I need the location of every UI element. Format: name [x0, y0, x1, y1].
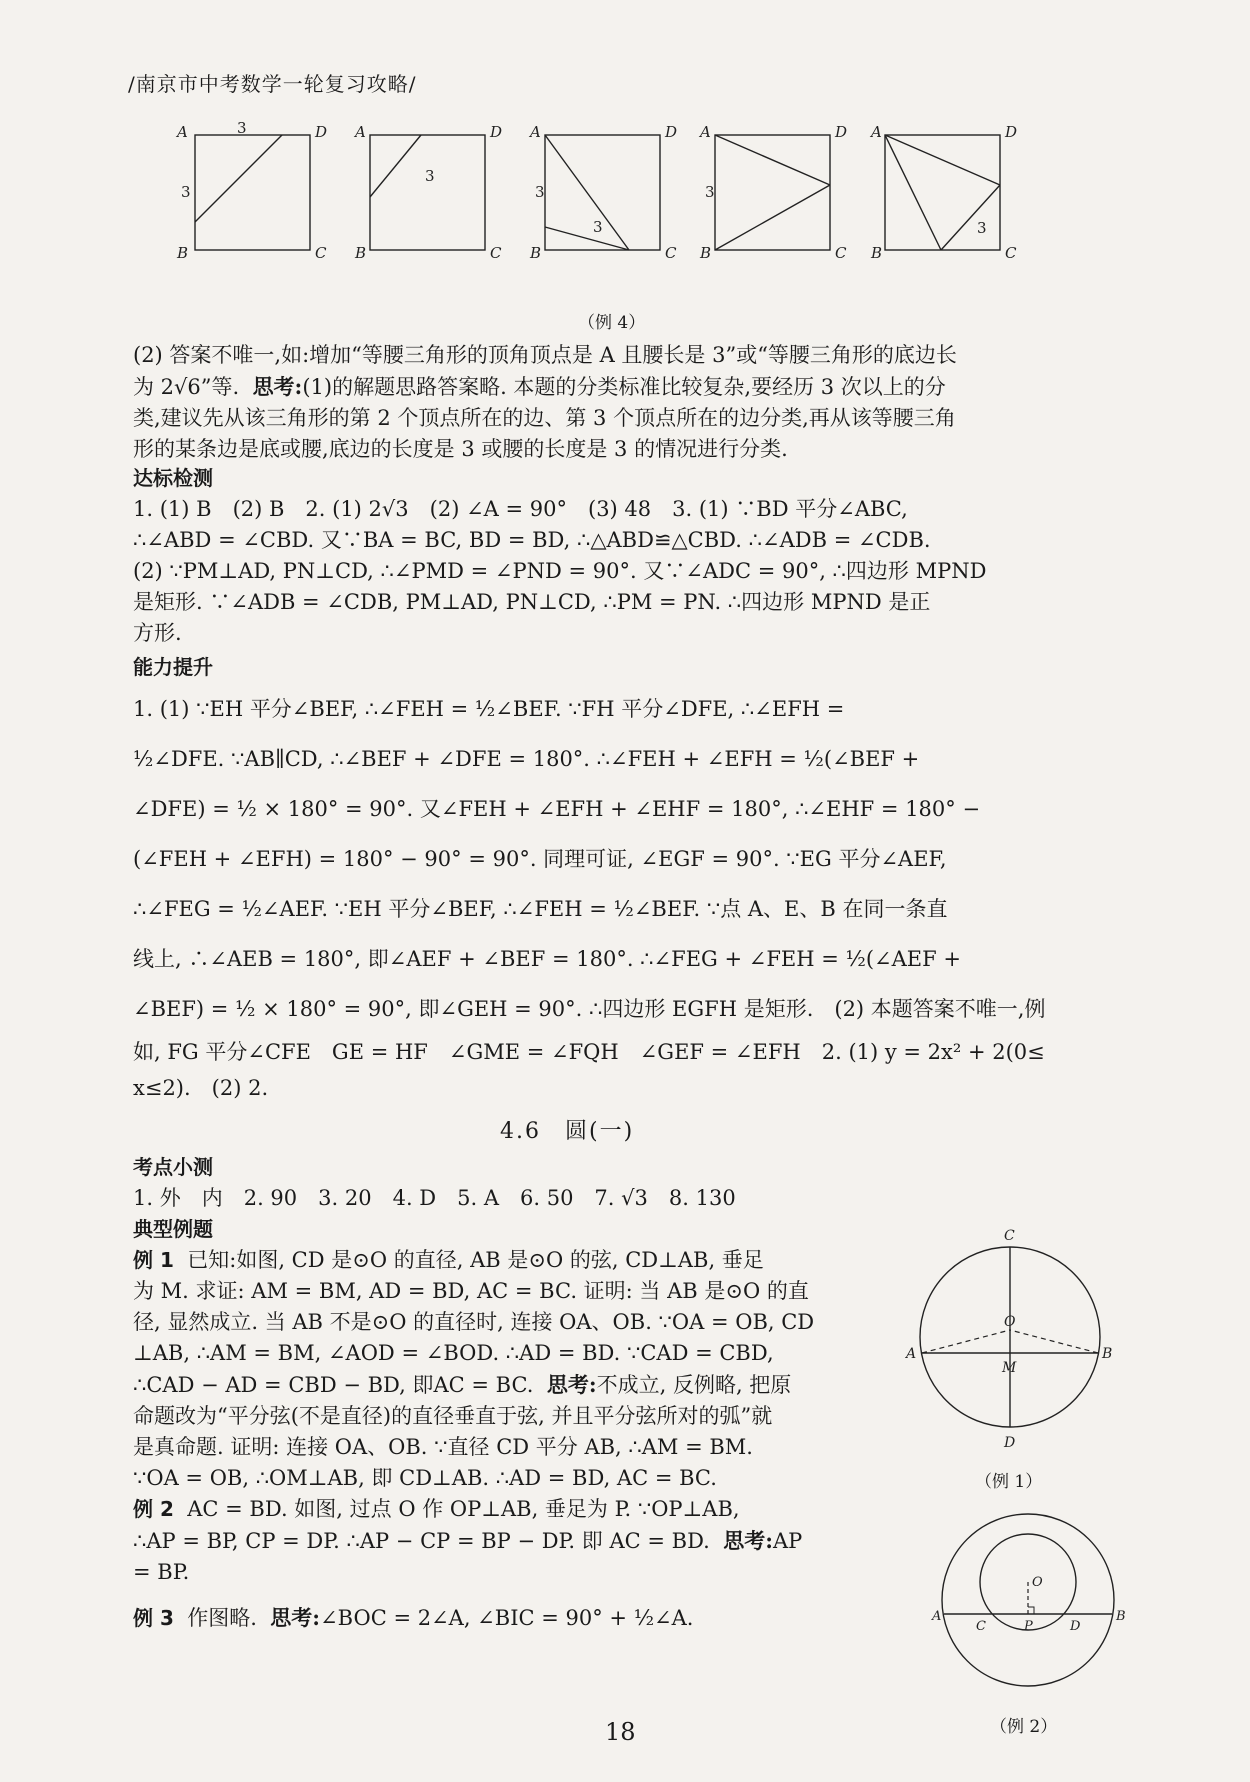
section-title: 4.6 圆(一) — [500, 1119, 635, 1144]
label: C — [490, 244, 502, 262]
label-3: 3 — [181, 183, 191, 201]
text-line: 1. (1) ∵EH 平分∠BEF, ∴∠FEH = ½∠BEF. ∵FH 平分∠DFE, ∴∠EFH = — [133, 697, 845, 721]
text-line: ∴∠ABD = ∠CBD. 又∵BA = BC, BD = BD, ∴△ABD≌△CBD. ∴∠ADB = ∠CDB. — [133, 528, 931, 552]
section-heading: 能力提升 — [133, 655, 213, 679]
label-3: 3 — [593, 218, 603, 236]
label: C — [835, 244, 847, 262]
running-header: /南京市中考数学一轮复习攻略/ — [128, 72, 417, 96]
label: B — [871, 244, 883, 262]
text-line: ∠DFE) = ½ × 180° = 90°. 又∠FEH + ∠EFH + ∠EHF = 180°, ∴∠EHF = 180° − — [133, 797, 981, 821]
label-3: 3 — [977, 219, 987, 237]
label: M — [1002, 1360, 1017, 1376]
label: C — [976, 1619, 986, 1634]
page-number: 18 — [605, 1718, 636, 1746]
example2-caption: （例 2） — [990, 1717, 1058, 1737]
label: A — [906, 1346, 917, 1362]
label: A — [355, 123, 366, 141]
text-line: ∵OA = OB, ∴OM⊥AB, 即 CD⊥AB. ∴AD = BD, AC = BC. — [133, 1466, 717, 1490]
label: B — [530, 244, 542, 262]
text-line: 线上, ∴∠AEB = 180°, 即∠AEF + ∠BEF = 180°. ∴∠FEG + ∠FEH = ½(∠AEF + — [133, 947, 961, 971]
label: O — [1004, 1314, 1016, 1330]
text-line: 方形. — [133, 621, 182, 645]
dabiao-section — [133, 463, 1123, 649]
label: O — [1032, 1575, 1043, 1590]
label: B — [177, 244, 189, 262]
think-label: 思考: — [723, 1528, 773, 1553]
example-label: 例 2 — [133, 1497, 174, 1521]
segment-2 — [370, 135, 421, 197]
label-3: 3 — [425, 167, 435, 185]
label: B — [355, 244, 367, 262]
segment-3b — [545, 227, 629, 250]
text-line: 是真命题. 证明: 连接 OA、OB. ∵直径 CD 平分 AB, ∴AM = BM. — [133, 1435, 753, 1459]
label: P — [1024, 1619, 1033, 1634]
text-line: 为 M. 求证: AM = BM, AD = BD, AC = BC. 证明: 当 AB 是⊙O 的直 — [133, 1279, 809, 1303]
text-line: 形的某条边是底或腰,底边的长度是 3 或腰的长度是 3 的情况进行分类. — [133, 437, 788, 461]
section-heading: 典型例题 — [133, 1217, 213, 1241]
text-line: ∴AP = BP, CP = DP. ∴AP − CP = BP − DP. 即 AC = BD. 思考:AP — [133, 1528, 803, 1553]
text-line: ∴∠FEG = ½∠AEF. ∵EH 平分∠BEF, ∴∠FEH = ½∠BEF. ∵点 A、E、B 在同一条直 — [133, 897, 948, 921]
text-line: 如, FG 平分∠CFE GE = HF ∠GME = ∠FQH ∠GEF = ∠EFH 2. (1) y = 2x² + 2(0≤ — [133, 1040, 1045, 1064]
nengli-section — [133, 650, 1123, 1106]
text-line: ⊥AB, ∴AM = BM, ∠AOD = ∠BOD. ∴AD = BD. ∵CAD = CBD, — [133, 1341, 774, 1365]
text-line: 为 2√6”等. 思考:(1)的解题思路答案略. 本题的分类标准比较复杂,要经历 3 次以上的分 — [133, 374, 946, 399]
segment-1 — [195, 135, 282, 222]
label: C — [1004, 1228, 1015, 1244]
text-line: (2) ∵PM⊥AD, PN⊥CD, ∴∠PMD = ∠PND = 90°. 又∵∠ADC = 90°, ∴四边形 MPND — [133, 559, 987, 583]
label-3: 3 — [237, 119, 247, 137]
square-2 — [370, 135, 485, 250]
label-3: 3 — [535, 183, 545, 201]
example1-caption: （例 1） — [975, 1472, 1043, 1492]
text-line: 径, 显然成立. 当 AB 不是⊙O 的直径时, 连接 OA、OB. ∵OA = OB, CD — [133, 1310, 815, 1334]
example1-figure — [906, 1222, 1113, 1462]
right-angle-mark — [1028, 1607, 1034, 1614]
label: B — [1116, 1609, 1126, 1624]
segment-4a — [715, 135, 830, 185]
text-line: 是矩形. ∵∠ADB = ∠CDB, PM⊥AD, PN⊥CD, ∴PM = PN. ∴四边形 MPND 是正 — [133, 590, 931, 614]
text-line: ∴CAD − AD = CBD − BD, 即AC = BC. 思考:不成立, 反例略, 把原 — [133, 1372, 792, 1397]
text-line: 例 2 AC = BD. 如图, 过点 O 作 OP⊥AB, 垂足为 P. ∵OP⊥AB, — [133, 1497, 740, 1521]
example4-figure — [177, 119, 1065, 295]
text-line: ∠BEF) = ½ × 180° = 90°, 即∠GEH = 90°. ∴四边形 EGFH 是矩形. (2) 本题答案不唯一,例 — [133, 997, 1046, 1021]
segment-5c — [941, 185, 1000, 250]
segment-3a — [545, 135, 629, 250]
label: D — [665, 123, 678, 141]
label: A — [871, 123, 882, 141]
label: D — [1070, 1619, 1081, 1634]
example4-part2 — [133, 340, 1123, 465]
label: D — [1005, 123, 1018, 141]
label: C — [315, 244, 327, 262]
label: C — [665, 244, 677, 262]
label: A — [700, 123, 711, 141]
think-label: 思考: — [546, 1372, 597, 1397]
label: D — [835, 123, 848, 141]
text-line: 1. 外 内 2. 90 3. 20 4. D 5. A 6. 50 7. √3 8. 130 — [133, 1186, 736, 1210]
segment-ob — [1010, 1330, 1098, 1353]
square-1 — [195, 135, 310, 250]
think-label: 思考: — [270, 1605, 321, 1630]
segment-oa — [922, 1330, 1010, 1353]
text-line: 例 1 已知:如图, CD 是⊙O 的直径, AB 是⊙O 的弦, CD⊥AB, 垂足 — [133, 1248, 764, 1272]
label: B — [1102, 1346, 1113, 1362]
text-line: ½∠DFE. ∵AB∥CD, ∴∠BEF + ∠DFE = 180°. ∴∠FEH + ∠EFH = ½(∠BEF + — [133, 747, 920, 771]
text-line: (2) 答案不唯一,如:增加“等腰三角形的顶角顶点是 A 且腰长是 3”或“等腰三角形的底边长 — [133, 343, 957, 367]
square-4 — [715, 135, 830, 250]
example2-figure — [932, 1490, 1130, 1710]
text-line: (∠FEH + ∠EFH) = 180° − 90° = 90°. 同理可证, ∠EGF = 90°. ∵EG 平分∠AEF, — [133, 847, 947, 871]
segment-4b — [715, 185, 830, 250]
label: D — [1004, 1435, 1016, 1451]
text-line: 1. (1) B (2) B 2. (1) 2√3 (2) ∠A = 90° (3) 48 3. (1) ∵BD 平分∠ABC, — [133, 497, 908, 521]
label: A — [530, 123, 541, 141]
text-line: x≤2). (2) 2. — [133, 1076, 269, 1100]
text-line: = BP. — [133, 1560, 190, 1584]
label: D — [490, 123, 503, 141]
kaodian-section — [133, 1152, 1123, 1214]
text-line: 例 3 作图略. 思考:∠BOC = 2∠A, ∠BIC = 90° + ½∠A. — [133, 1605, 694, 1630]
text-line: 类,建议先从该三角形的第 2 个顶点所在的边、第 3 个顶点所在的边分类,再从该等腰三角 — [133, 406, 956, 430]
segment-5b — [885, 135, 1000, 185]
example-label: 例 1 — [133, 1248, 174, 1272]
text-line: 命题改为“平分弦(不是直径)的直径垂直于弦, 并且平分弦所对的弧”就 — [133, 1404, 773, 1428]
think-label: 思考: — [252, 374, 303, 399]
label: A — [932, 1609, 942, 1624]
label: D — [315, 123, 328, 141]
label: A — [177, 123, 188, 141]
example4-caption: （例 4） — [578, 313, 646, 333]
section-heading: 达标检测 — [133, 466, 213, 490]
example-label: 例 3 — [133, 1606, 174, 1630]
label: C — [1005, 244, 1017, 262]
section-heading: 考点小测 — [133, 1155, 213, 1179]
label: B — [700, 244, 712, 262]
segment-5a — [885, 135, 941, 250]
dianxing-section — [133, 1214, 915, 1634]
label-3: 3 — [705, 183, 715, 201]
